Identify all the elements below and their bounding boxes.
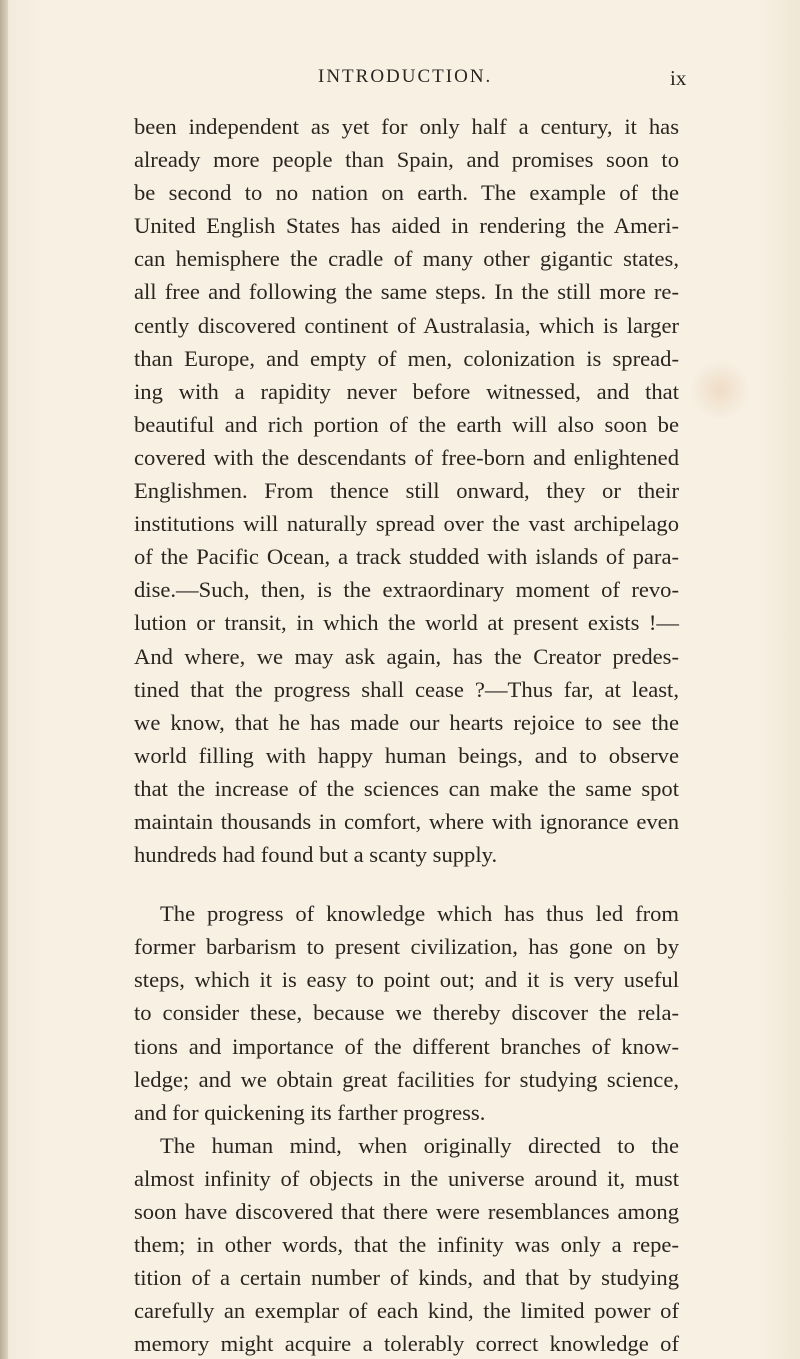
text-line: and for quickening its farther progress. bbox=[134, 1099, 486, 1125]
text-line: world filling with happy human beings, and to observe bbox=[134, 742, 679, 768]
text-line: carefully an exemplar of each kind, the limited power of bbox=[134, 1298, 679, 1324]
text-line: institutions will naturally spread over the vast archipelago bbox=[134, 511, 679, 537]
text-line: than Europe, and empty of men, colonization is spread- bbox=[134, 345, 679, 371]
text-line: them; in other words, that the infinity was only a repe- bbox=[134, 1232, 679, 1258]
page-number: ix bbox=[670, 66, 687, 90]
paragraph-1 bbox=[134, 110, 679, 871]
paragraph-2 bbox=[134, 897, 679, 1129]
page-header bbox=[0, 66, 800, 96]
text-line: steps, which it is easy to point out; and it is very useful bbox=[134, 967, 679, 993]
text-line: tition of a certain number of kinds, and that by studying bbox=[134, 1265, 679, 1291]
text-line: of the Pacific Ocean, a track studded with islands of para- bbox=[134, 544, 679, 570]
text-line: memory might acquire a tolerably correct knowledge of bbox=[134, 1331, 679, 1357]
paragraph-3 bbox=[134, 1129, 679, 1359]
text-line: covered with the descendants of free-born and enlightened bbox=[134, 444, 679, 470]
text-line: The progress of knowledge which has thus led from bbox=[160, 901, 679, 927]
text-line: we know, that he has made our hearts rejoice to see the bbox=[134, 709, 679, 735]
text-line: ing with a rapidity never before witnessed, and that bbox=[134, 378, 679, 404]
text-line: hundreds had found but a scanty supply. bbox=[134, 842, 498, 868]
paper-stain bbox=[690, 360, 750, 420]
body-text bbox=[134, 110, 679, 1359]
binding-edge bbox=[0, 0, 8, 1359]
text-line: maintain thousands in comfort, where with ignorance even bbox=[134, 808, 679, 834]
text-line: soon have discovered that there were resemblances among bbox=[134, 1199, 679, 1224]
text-line: tined that the progress shall cease ?—Thus far, at least, bbox=[134, 676, 679, 702]
paragraph-gap bbox=[134, 871, 679, 897]
text-line: dise.—Such, then, is the extraordinary moment of revo- bbox=[134, 577, 679, 603]
text-line: can hemisphere the cradle of many other gigantic states, bbox=[134, 246, 679, 272]
text-line: all free and following the same steps. In the still more re- bbox=[134, 279, 679, 305]
text-line: ledge; and we obtain great facilities for studying science, bbox=[134, 1066, 679, 1092]
text-line: be second to no nation on earth. The example of the bbox=[134, 180, 679, 206]
text-line: lution or transit, in which the world at present exists !— bbox=[134, 610, 679, 636]
text-line: The human mind, when originally directed to the bbox=[160, 1132, 679, 1158]
text-line: to consider these, because we thereby discover the rela- bbox=[134, 1000, 679, 1026]
text-line: already more people than Spain, and promises soon to bbox=[134, 147, 679, 173]
text-line: former barbarism to present civilization, has gone on by bbox=[134, 934, 679, 960]
text-line: Englishmen. From thence still onward, they or their bbox=[134, 478, 679, 504]
text-line: tions and importance of the different branches of know- bbox=[134, 1033, 679, 1059]
running-head: INTRODUCTION. bbox=[318, 66, 493, 87]
text-line: that the increase of the sciences can make the same spot bbox=[134, 775, 679, 801]
text-line: cently discovered continent of Australasia, which is larger bbox=[134, 312, 679, 338]
text-line: And where, we may ask again, has the Creator predes- bbox=[134, 643, 679, 669]
text-line: almost infinity of objects in the universe around it, must bbox=[134, 1165, 679, 1191]
text-line: beautiful and rich portion of the earth will also soon be bbox=[134, 411, 679, 437]
text-line: United English States has aided in rendering the Ameri- bbox=[134, 213, 679, 239]
text-line: been independent as yet for only half a century, it has bbox=[134, 114, 679, 139]
